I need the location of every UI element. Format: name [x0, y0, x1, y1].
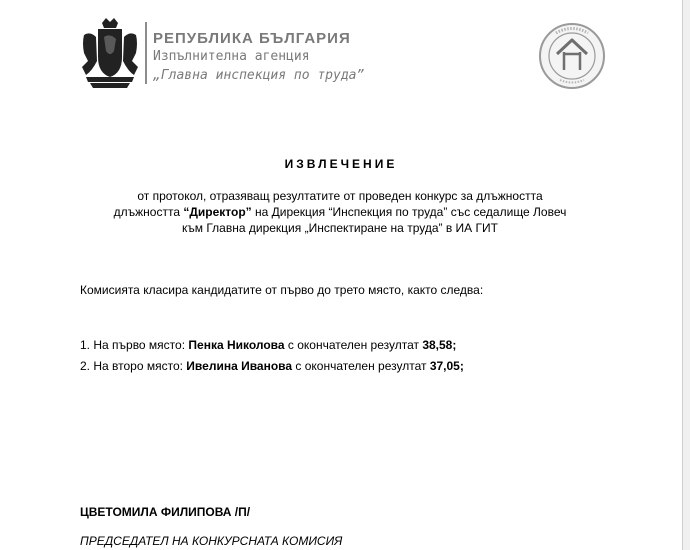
bulgarian-coat-of-arms-icon	[80, 17, 140, 89]
intro-line-1: от протокол, отразяващ резултатите от проведен конкурс за длъжността	[137, 189, 543, 203]
document-title: ИЗВЛЕЧЕНИЕ	[284, 157, 398, 171]
intro-line-2-start: длъжността	[113, 205, 184, 219]
candidate-item-1	[80, 338, 456, 352]
candidate-2-name: Ивелина Иванова	[186, 359, 293, 373]
agency-header	[153, 30, 364, 85]
candidate-2-score: 37,05;	[429, 359, 464, 373]
republic-name: РЕПУБЛИКА БЪЛГАРИЯ	[153, 30, 351, 47]
header-divider	[145, 22, 147, 84]
intro-line-2	[60, 204, 620, 220]
candidate-2-middle: с окончателен резултат	[292, 359, 430, 373]
position-name: “Директор”	[183, 205, 252, 219]
candidate-1-name: Пенка Николова	[188, 338, 285, 352]
intro-line-2-end: на Дирекция “Инспекция по труда” със седалище Ловеч	[251, 205, 567, 219]
intro-line-3: към Главна дирекция „Инспектиране на труда” в ИА ГИТ	[182, 221, 498, 235]
candidate-2-prefix: 2. На второ място:	[80, 359, 187, 373]
candidate-item-2	[80, 359, 464, 373]
labour-inspectorate-seal-icon	[538, 22, 606, 90]
window-edge	[682, 0, 690, 550]
candidate-1-middle: с окончателен резултат	[284, 338, 423, 352]
signer-role: ПРЕДСЕДАТЕЛ НА КОНКУРСНАТА КОМИСИЯ	[80, 534, 343, 548]
candidate-1-prefix: 1. На първо място:	[80, 338, 189, 352]
agency-name: Изпълнителна агенция	[153, 49, 310, 64]
ranking-intro: Комисията класира кандидатите от първо до трето място, както следва:	[80, 283, 484, 297]
protocol-description	[60, 188, 620, 236]
inspection-name: „Главна инспекция по труда”	[153, 68, 365, 83]
signer-name: ЦВЕТОМИЛА ФИЛИПОВА /П/	[80, 505, 251, 519]
candidate-1-score: 38,58;	[422, 338, 457, 352]
